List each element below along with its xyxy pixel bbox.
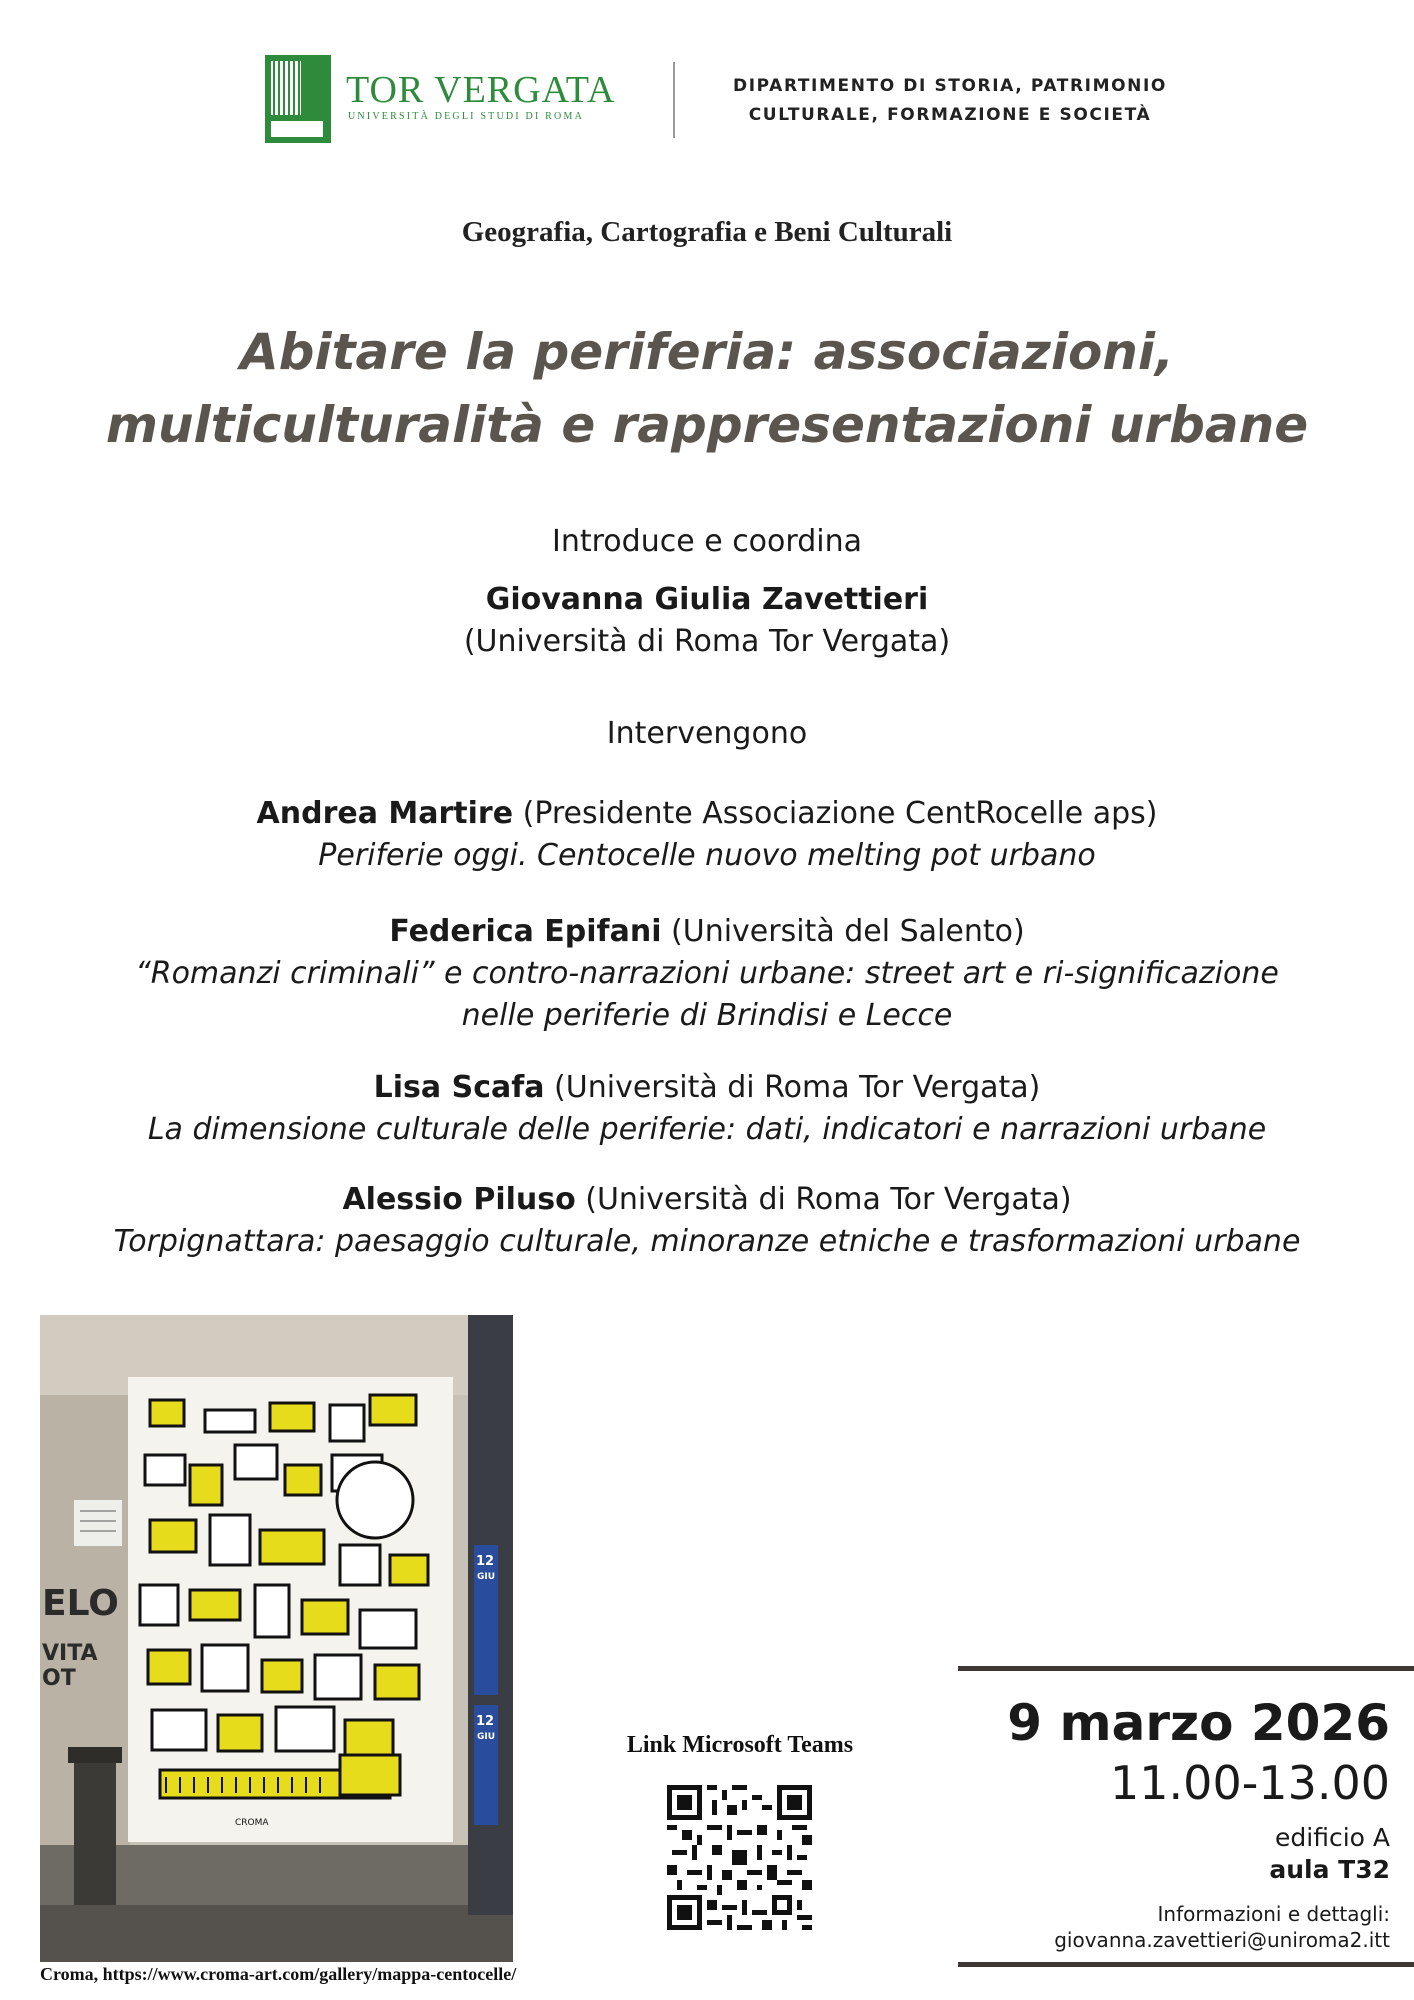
coordinator-name-text: Giovanna Giulia Zavettieri xyxy=(485,582,929,617)
info-email-link[interactable]: giovanna.zavettieri@uniroma2.itt xyxy=(1054,1928,1390,1952)
speaker-2-talk-line-2: nelle periferie di Brindisi e Lecce xyxy=(461,998,953,1033)
speaker-affiliation: (Università di Roma Tor Vergata) xyxy=(544,1070,1041,1105)
qr-code-icon[interactable] xyxy=(667,1785,812,1930)
poster-number-1: 12 xyxy=(476,1554,495,1569)
date-box-top-rule xyxy=(958,1666,1414,1671)
speaker-3-talk: La dimensione culturale delle periferie: dati, indicatori e narrazioni urbane xyxy=(147,1112,1267,1147)
coordinator-name xyxy=(40,580,1374,620)
speaker-2 xyxy=(40,912,1374,952)
speaker-affiliation: (Università di Roma Tor Vergata) xyxy=(575,1182,1072,1217)
speaker-1 xyxy=(40,794,1374,834)
speakers-heading: Intervengono xyxy=(606,716,808,751)
mural-signature: CROMA xyxy=(235,1818,269,1828)
info-label: Informazioni e dettagli: xyxy=(1157,1902,1390,1926)
street-art-photo xyxy=(40,1315,513,1962)
department-line-1: DIPARTIMENTO DI STORIA, PATRIMONIO xyxy=(733,76,1167,96)
photo-caption: Croma, https://www.croma-art.com/gallery/mappa-centocelle/ xyxy=(40,1964,517,1984)
event-room: aula T32 xyxy=(1269,1855,1390,1884)
event-title-line-1: Abitare la periferia: associazioni, xyxy=(239,323,1175,381)
event-building: edificio A xyxy=(1275,1823,1390,1852)
series-title: Geografia, Cartografia e Beni Culturali xyxy=(461,216,953,248)
university-subtitle: UNIVERSITÀ DEGLI STUDI DI ROMA xyxy=(348,111,584,122)
wall-graffiti-line-1: ELO xyxy=(42,1583,119,1624)
speaker-3 xyxy=(40,1068,1374,1108)
event-title xyxy=(40,316,1374,462)
poster-month-1: GIU xyxy=(477,1572,496,1582)
poster-month-2: GIU xyxy=(477,1732,496,1742)
university-name: TOR VERGATA xyxy=(346,69,616,111)
date-box-bottom-rule xyxy=(958,1962,1414,1967)
event-date: 9 marzo 2026 xyxy=(1007,1694,1390,1752)
department-line-2: CULTURALE, FORMAZIONE E SOCIETÀ xyxy=(748,105,1152,125)
speaker-name: Lisa Scafa xyxy=(373,1070,545,1105)
wall-graffiti-line-3: OT xyxy=(42,1666,76,1691)
speaker-name: Alessio Piluso xyxy=(342,1182,576,1217)
speaker-4-talk: Torpignattara: paesaggio culturale, minoranze etniche e trasformazioni urbane xyxy=(113,1224,1301,1259)
coordinator-affiliation: (Università di Roma Tor Vergata) xyxy=(463,624,951,659)
teams-link-label: Link Microsoft Teams xyxy=(626,1732,854,1758)
poster-number-2: 12 xyxy=(476,1714,495,1729)
event-title-line-2: multiculturalità e rappresentazioni urbane xyxy=(105,396,1309,454)
speaker-name: Federica Epifani xyxy=(389,914,662,949)
department-name xyxy=(690,72,1210,130)
header-divider xyxy=(673,62,675,138)
speaker-affiliation: (Presidente Associazione CentRocelle aps) xyxy=(513,796,1158,831)
speaker-1-talk: Periferie oggi. Centocelle nuovo melting pot urbano xyxy=(318,838,1096,873)
coordinator-heading: Introduce e coordina xyxy=(552,524,862,559)
speaker-4 xyxy=(40,1180,1374,1220)
university-logo-icon xyxy=(265,55,331,143)
speaker-2-talk-line-1: “Romanzi criminali” e contro-narrazioni urbane: street art e ri-significazione xyxy=(135,956,1279,991)
speaker-affiliation: (Università del Salento) xyxy=(661,914,1025,949)
event-time: 11.00-13.00 xyxy=(1110,1756,1390,1810)
speaker-name: Andrea Martire xyxy=(256,796,514,831)
wall-graffiti-line-2: VITA xyxy=(42,1641,98,1666)
